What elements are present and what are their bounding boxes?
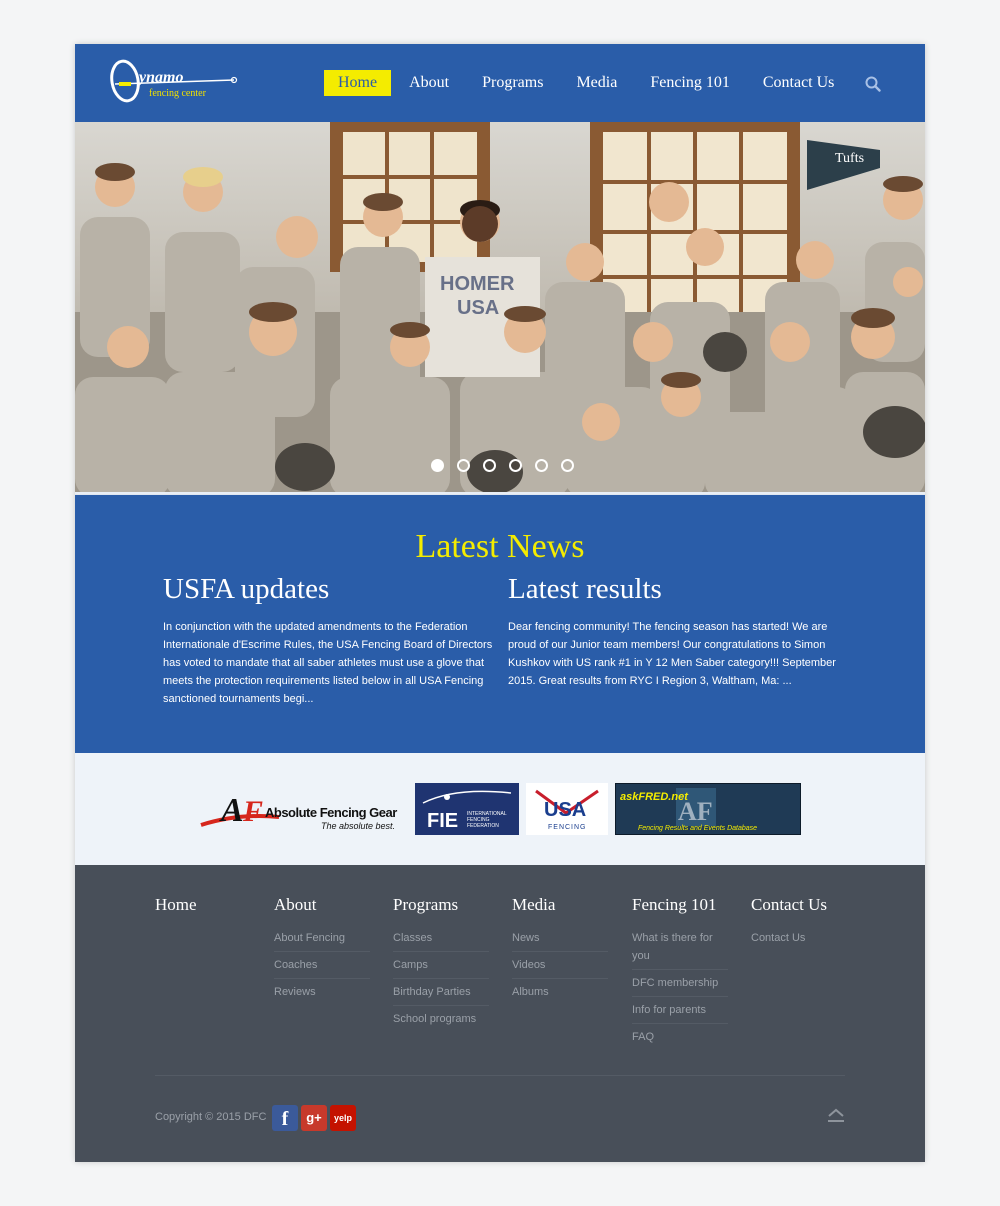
news-excerpt-usfa: In conjunction with the updated amendments to the Federation Internationale d'Escrime Rules, the USA Fencing Board of Directors has voted to mandate that all saber athletes must use a glove that meets the protection requirements listed below in all USA Fencing sanctioned tournaments begi... bbox=[163, 621, 493, 705]
footer-column bbox=[393, 895, 489, 1036]
slider-dot[interactable] bbox=[535, 459, 548, 472]
af-tagline: The absolute best. bbox=[321, 821, 396, 831]
footer-link[interactable]: School programs bbox=[393, 1013, 477, 1025]
footer-heading[interactable]: Home bbox=[155, 895, 197, 914]
footer-divider bbox=[155, 1075, 845, 1076]
copyright-text: Copyright © 2015 DFC bbox=[155, 1111, 267, 1123]
yelp-icon[interactable]: yelp bbox=[330, 1105, 356, 1131]
facebook-icon[interactable]: f bbox=[272, 1105, 298, 1131]
logo-subtitle: fencing center bbox=[149, 88, 206, 99]
fie-abbr: FIE bbox=[427, 810, 459, 832]
slider-dots bbox=[431, 459, 587, 472]
footer-link[interactable]: Coaches bbox=[274, 956, 370, 979]
banner-text: Tufts bbox=[835, 151, 865, 166]
footer-column bbox=[155, 895, 251, 929]
footer-link[interactable]: Reviews bbox=[274, 986, 316, 998]
af-title: Absolute Fencing Gear bbox=[265, 805, 397, 820]
absolute-fencing-logo[interactable] bbox=[199, 783, 409, 835]
news-heading-usfa[interactable]: USFA updates bbox=[163, 573, 330, 605]
shirt-text-usa: USA bbox=[457, 297, 500, 319]
site-footer bbox=[75, 865, 925, 1162]
svg-text:A: A bbox=[221, 792, 244, 829]
sponsor-band bbox=[75, 753, 925, 865]
main-nav bbox=[324, 69, 857, 97]
nav-item-programs[interactable]: Programs bbox=[482, 74, 544, 91]
back-to-top-icon[interactable] bbox=[827, 1107, 845, 1123]
logo[interactable] bbox=[109, 54, 239, 110]
footer-heading[interactable]: Contact Us bbox=[751, 895, 828, 914]
shirt-text-homer: HOMER bbox=[440, 273, 515, 295]
svg-text:F: F bbox=[243, 795, 264, 828]
slider-dot[interactable] bbox=[561, 459, 574, 472]
footer-heading[interactable]: Programs bbox=[393, 895, 459, 914]
news-heading-results[interactable]: Latest results bbox=[508, 573, 662, 605]
askfred-sub: Fencing Results and Events Database bbox=[638, 825, 758, 832]
fie-logo[interactable] bbox=[415, 783, 519, 835]
hero-photo bbox=[75, 122, 925, 494]
site-header bbox=[75, 44, 925, 122]
nav-item-contact-us[interactable]: Contact Us bbox=[762, 74, 835, 91]
footer-column bbox=[512, 895, 608, 1009]
footer-link[interactable]: Contact Us bbox=[751, 932, 806, 944]
footer-link[interactable]: DFC membership bbox=[632, 974, 728, 997]
footer-heading[interactable]: Fencing 101 bbox=[632, 895, 717, 914]
footer-link[interactable]: What is there for you bbox=[632, 929, 728, 970]
hero-slider bbox=[75, 122, 925, 494]
slider-dot[interactable] bbox=[509, 459, 522, 472]
footer-link[interactable]: Info for parents bbox=[632, 1001, 728, 1024]
footer-heading[interactable]: Media bbox=[512, 895, 556, 914]
nav-item-media[interactable]: Media bbox=[576, 74, 618, 91]
footer-column bbox=[632, 895, 728, 1054]
news-item-results bbox=[508, 573, 838, 690]
footer-column bbox=[274, 895, 370, 1009]
askfred-logo[interactable] bbox=[615, 783, 801, 835]
footer-link[interactable]: Classes bbox=[393, 929, 489, 952]
usa-fencing-logo[interactable] bbox=[526, 783, 608, 835]
footer-link[interactable]: News bbox=[512, 929, 608, 952]
askfred-name: askFRED.net bbox=[620, 791, 688, 803]
slider-dot[interactable] bbox=[483, 459, 496, 472]
fie-name: INTERNATIONAL FENCING FEDERATION bbox=[467, 811, 507, 829]
slider-dot[interactable] bbox=[431, 459, 444, 472]
nav-item-about[interactable]: About bbox=[409, 74, 450, 91]
page bbox=[75, 44, 925, 1162]
latest-news-section bbox=[75, 494, 925, 753]
google-plus-icon[interactable]: g+ bbox=[301, 1105, 327, 1131]
slider-dot[interactable] bbox=[457, 459, 470, 472]
nav-item-home[interactable]: Home bbox=[324, 70, 391, 96]
news-item-usfa bbox=[163, 573, 493, 708]
logo-word: ynamo bbox=[139, 69, 184, 86]
news-title: Latest News bbox=[415, 528, 585, 565]
footer-link[interactable]: Albums bbox=[512, 986, 549, 998]
usa-sub: FENCING bbox=[548, 824, 587, 831]
search-icon[interactable] bbox=[865, 76, 881, 92]
footer-column bbox=[751, 895, 847, 955]
footer-link[interactable]: Birthday Parties bbox=[393, 983, 489, 1006]
footer-link[interactable]: FAQ bbox=[632, 1031, 655, 1043]
usa-text: USA bbox=[544, 799, 587, 821]
footer-link[interactable]: Camps bbox=[393, 956, 489, 979]
footer-link[interactable]: Videos bbox=[512, 956, 608, 979]
footer-heading[interactable]: About bbox=[274, 895, 317, 914]
footer-link[interactable]: About Fencing bbox=[274, 929, 370, 952]
svg-text:AF: AF bbox=[678, 797, 713, 826]
news-excerpt-results: Dear fencing community! The fencing season has started! We are proud of our Junior team members! Our congratulations to Simon Kushkov with US rank #1 in Y 12 Men Saber category!!! September 2015. Great results from RYC I Region 3, Waltham, Ma: ... bbox=[508, 621, 836, 687]
nav-item-fencing-101[interactable]: Fencing 101 bbox=[650, 74, 730, 91]
